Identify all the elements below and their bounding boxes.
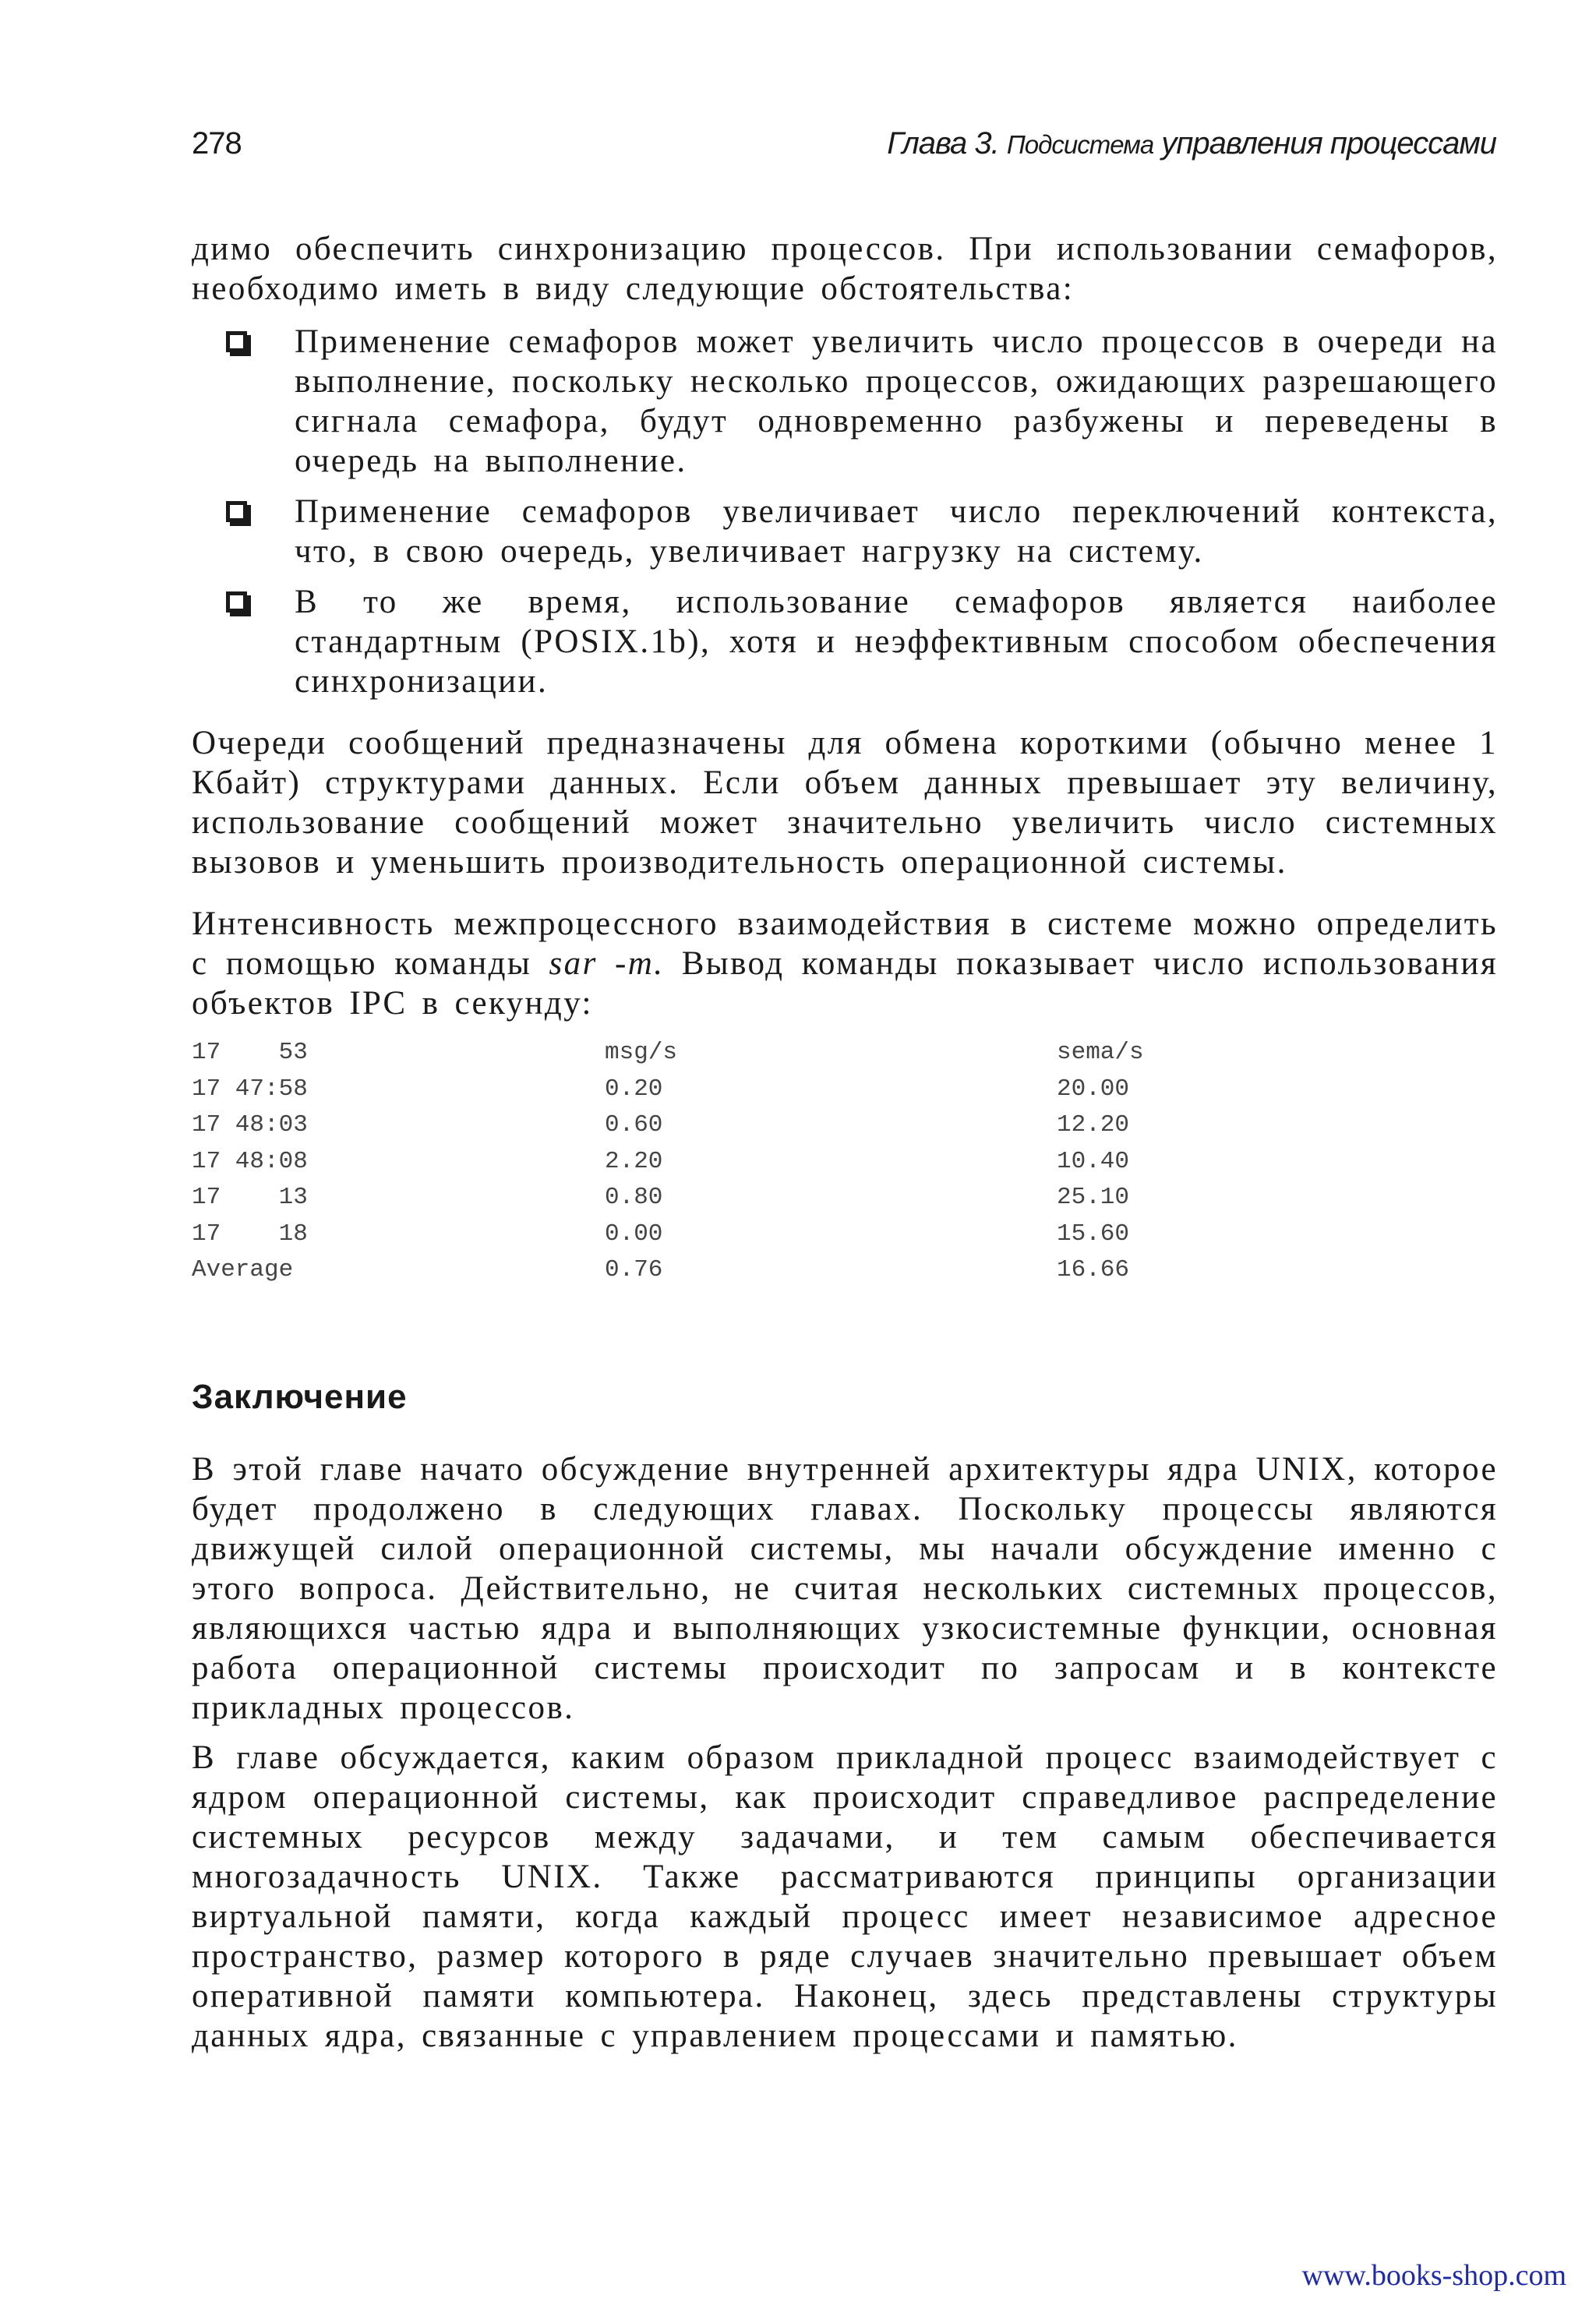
cell-sema: 25.10 [1057, 1184, 1130, 1211]
cell-msg: 0.80 [605, 1184, 663, 1211]
ipc-text [192, 904, 1498, 1023]
cell-msg: 0.60 [605, 1111, 663, 1139]
table-row [192, 1220, 1205, 1257]
table-row [192, 1111, 1205, 1148]
list-item [226, 582, 1498, 701]
checkbox-bullet-icon [226, 331, 247, 352]
conclusion-text: В этой главе начато обсуждение внутренней архитектуры ядра UNIX, которое будет продолжено в следующих главах. Поскольку процессы являются движущей силой операционной системы, мы начали обсуждение именно с этого вопроса. Действительно, не считая нескольких системных процессов, являющихся частью ядра и выполняющих узкосистемные функции, основная работа операционной системы происходит по запросам и в контексте прикладных процессов. [192, 1451, 1498, 1726]
conclusion-paragraph-2 [192, 1738, 1498, 2056]
ipc-text-before: Интенсивность межпроцессного взаимодействия в системе можно определить с помощью команды [192, 906, 1498, 982]
table-average-row [192, 1256, 1205, 1293]
ipc-paragraph [192, 904, 1498, 1023]
intro-paragraph [192, 229, 1498, 309]
cell-msg: 0.76 [605, 1256, 663, 1283]
cell-time: 17 48:03 [192, 1111, 308, 1139]
cell-time: 17 48:08 [192, 1147, 308, 1175]
cell-msg: 0.00 [605, 1220, 663, 1248]
sar-command: sar -m. [549, 945, 665, 982]
bullet-text: Применение семафоров увеличивает число переключений контекста, что, в свою очередь, увеличивает нагрузку на систему. [295, 493, 1498, 570]
cell-time: 17 47:58 [192, 1075, 308, 1103]
cell-sema: 15.60 [1057, 1220, 1130, 1248]
footer-link[interactable]: www.books-shop.com [1301, 2259, 1566, 2292]
cell-time: 17 18 [192, 1220, 308, 1248]
header-msg: msg/s [605, 1039, 678, 1066]
checkbox-bullet-icon [226, 501, 247, 522]
bullet-text: Применение семафоров может увеличить число процессов в очереди на выполнение, поскольку несколько процессов, ожидающих разрешающего сигнала семафора, будут одновременно разбужены и переведены в очередь на выполнение. [295, 323, 1498, 479]
messages-text: Очереди сообщений предназначены для обмена короткими (обычно менее 1 Кбайт) структурами данных. Если объем данных превышает эту величину, использование сообщений может значительно увеличить число системных вызовов и уменьшить производительность операционной системы. [192, 725, 1498, 881]
chapter-prefix: Глава 3. [887, 126, 999, 161]
conclusion-paragraph-1 [192, 1449, 1498, 1728]
header-time: 17 53 [192, 1039, 308, 1066]
running-head [887, 126, 1496, 161]
ipc-text-after: Вывод команды показывает число использования объектов IPC в секунду: [192, 945, 1498, 1022]
cell-sema: 20.00 [1057, 1075, 1130, 1103]
cell-time: Average [192, 1256, 294, 1283]
bullet-text: В то же время, использование семафоров является наиболее стандартным (POSIX.1b), хотя и неэффективным способом обеспечения синхронизации. [295, 584, 1498, 700]
list-item [226, 322, 1498, 481]
header-sema: sema/s [1057, 1039, 1144, 1066]
sar-output-table [192, 1039, 1205, 1293]
table-row [192, 1184, 1205, 1220]
list-item [226, 492, 1498, 571]
checkbox-bullet-icon [226, 591, 247, 613]
page-header [192, 126, 1496, 173]
section-title: Заключение [192, 1378, 408, 1416]
chapter-sub: Подсистема [1006, 130, 1154, 159]
intro-text: димо обеспечить синхронизацию процессов. При использовании семафоров, необходимо иметь в виду следующие обстоятельства: [192, 231, 1498, 307]
cell-sema: 10.40 [1057, 1147, 1130, 1175]
table-header-row [192, 1039, 1205, 1075]
table-row [192, 1148, 1205, 1185]
table-row [192, 1075, 1205, 1112]
page-number: 278 [192, 126, 242, 161]
chapter-rest: управления процессами [1161, 126, 1496, 161]
cell-msg: 0.20 [605, 1075, 663, 1103]
messages-paragraph [192, 723, 1498, 882]
cell-sema: 16.66 [1057, 1256, 1130, 1283]
conclusion-text: В главе обсуждается, каким образом прикладной процесс взаимодействует с ядром операционной системы, как происходит справедливое распределение системных ресурсов между задачами, и тем самым обеспечивается многозадачность UNIX. Также рассматриваются принципы организации виртуальной памяти, когда каждый процесс имеет независимое адресное пространство, размер которого в ряде случаев значительно превышает объем оперативной памяти компьютера. Наконец, здесь представлены структуры данных ядра, связанные с управлением процессами и памятью. [192, 1739, 1498, 2054]
cell-msg: 2.20 [605, 1147, 663, 1175]
bullet-list [226, 322, 1498, 712]
cell-time: 17 13 [192, 1184, 308, 1211]
cell-sema: 12.20 [1057, 1111, 1130, 1139]
